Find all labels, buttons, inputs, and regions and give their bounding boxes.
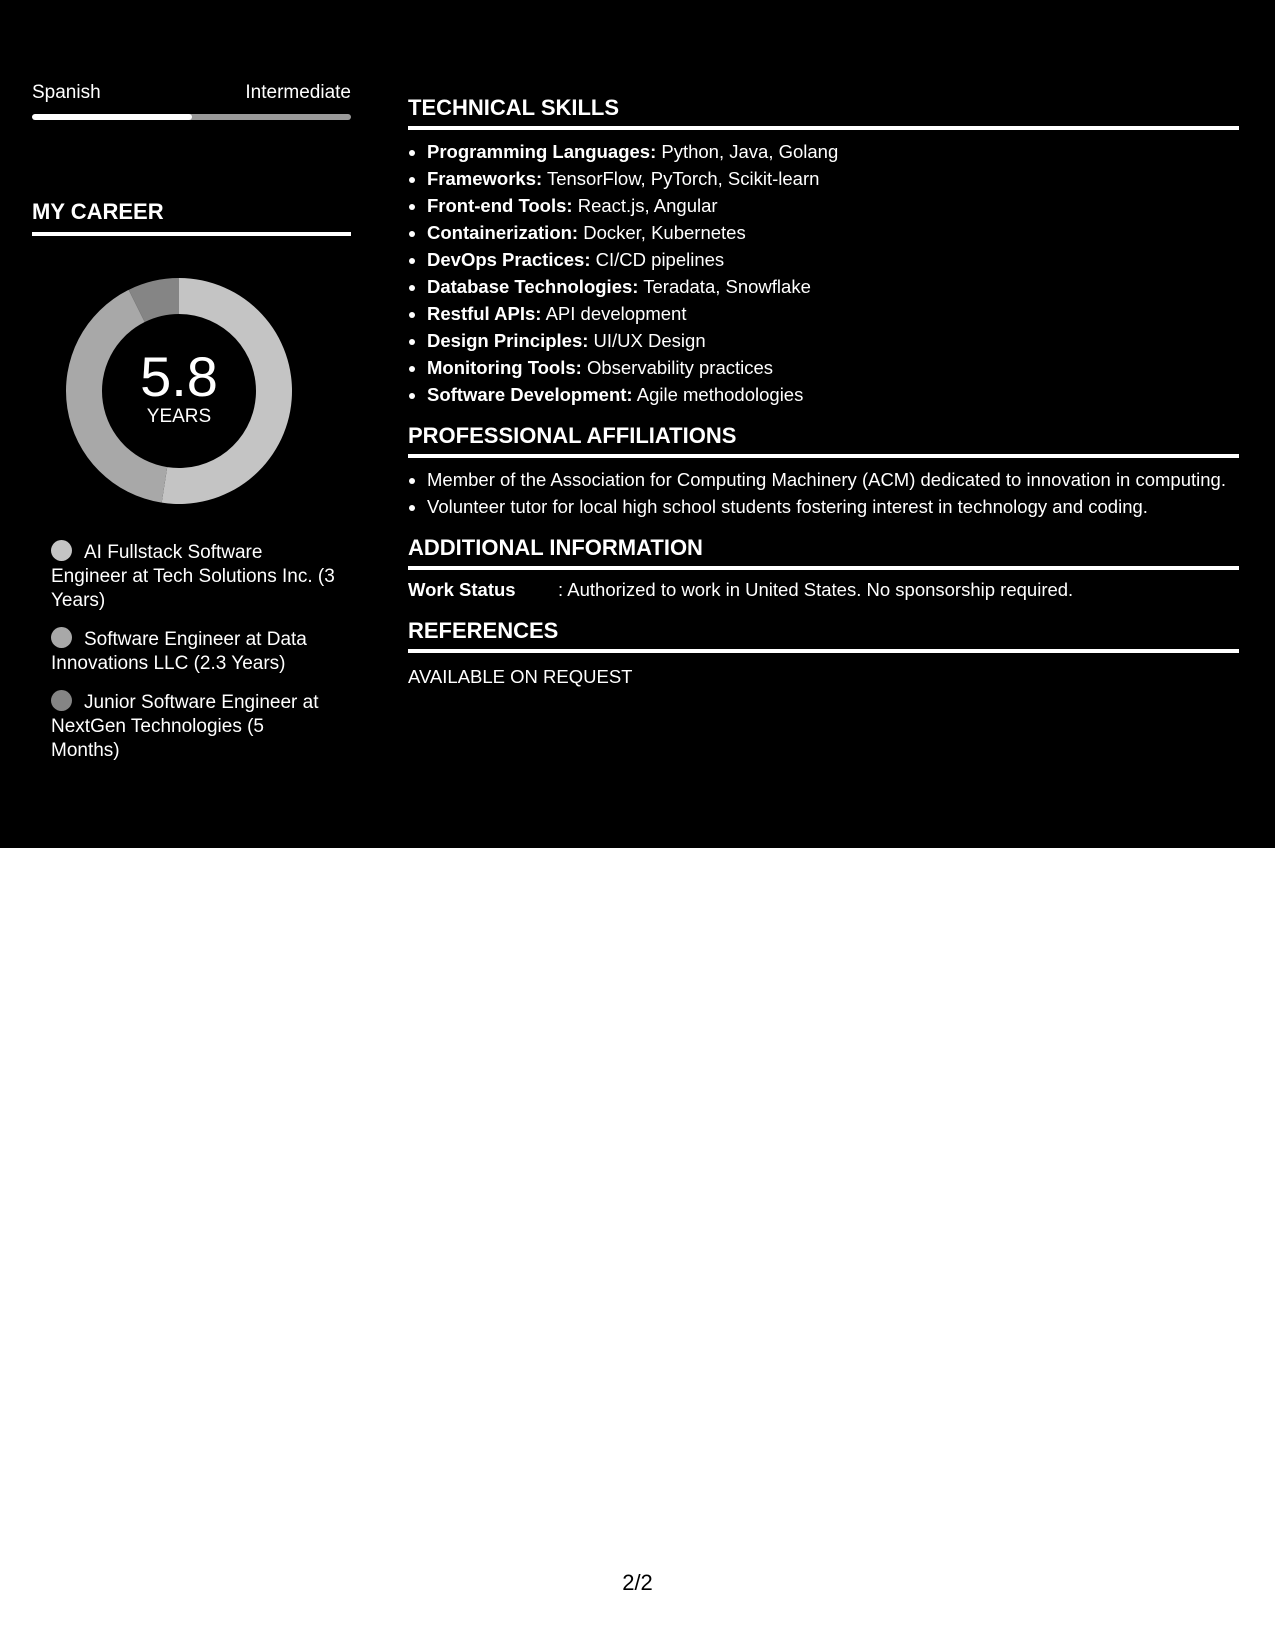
technical-skills-divider	[408, 126, 1239, 130]
skill-key: Restful APIs:	[427, 303, 542, 324]
work-status-row	[408, 576, 1239, 603]
skill-key: Database Technologies:	[427, 276, 639, 297]
skill-value: Agile methodologies	[632, 384, 804, 405]
language-proficiency-bar	[32, 114, 351, 120]
career-legend-item	[51, 690, 336, 763]
affiliation-item: • Volunteer tutor for local high school students fostering interest in technology and coding.	[427, 493, 1239, 520]
affiliations-divider	[408, 454, 1239, 458]
skill-key: Front-end Tools:	[427, 195, 573, 216]
references-text: AVAILABLE ON REQUEST	[408, 666, 633, 687]
skill-value: Python, Java, Golang	[656, 141, 839, 162]
skill-key: DevOps Practices:	[427, 249, 591, 270]
skill-value: TensorFlow, PyTorch, Scikit-learn	[542, 168, 820, 189]
additional-info-divider	[408, 566, 1239, 570]
career-heading: MY CAREER	[32, 199, 164, 224]
skill-value: CI/CD pipelines	[590, 249, 725, 270]
career-total-unit: YEARS	[146, 406, 212, 427]
skill-value: Observability practices	[581, 357, 774, 378]
career-total-years: 5.8	[140, 345, 218, 408]
language-level: Intermediate	[245, 82, 351, 103]
affiliations-heading: PROFESSIONAL AFFILIATIONS	[408, 423, 737, 448]
skill-key: Software Development:	[427, 384, 633, 405]
skill-item	[427, 273, 1239, 300]
skill-item	[427, 165, 1239, 192]
page-number: 2/2	[622, 1570, 653, 1595]
legend-dot-icon	[51, 690, 72, 711]
right-column	[408, 94, 1239, 690]
skill-value: React.js, Angular	[572, 195, 718, 216]
language-name: Spanish	[32, 82, 101, 103]
skill-item	[427, 246, 1239, 273]
references-divider	[408, 649, 1239, 653]
skill-item	[427, 327, 1239, 354]
skill-value: UI/UX Design	[588, 330, 706, 351]
career-legend	[32, 540, 336, 763]
skill-key: Programming Languages:	[427, 141, 657, 162]
career-legend-label: Software Engineer at Data Innovations LLC (2.3 Years)	[51, 629, 307, 674]
work-status-value: : Authorized to work in United States. No sponsorship required.	[558, 579, 1074, 600]
skill-key: Containerization:	[427, 222, 579, 243]
career-legend-item	[51, 627, 336, 676]
skill-value: API development	[541, 303, 687, 324]
language-proficiency-fill	[32, 114, 192, 120]
skill-key: Design Principles:	[427, 330, 589, 351]
career-legend-label: Junior Software Engineer at NextGen Technologies (5 Months)	[51, 692, 319, 761]
language-row	[32, 80, 351, 106]
skill-item	[427, 192, 1239, 219]
skill-key: Frameworks:	[427, 168, 543, 189]
skill-item	[427, 219, 1239, 246]
skill-item	[427, 138, 1239, 165]
left-column	[32, 80, 351, 777]
skill-key: Monitoring Tools:	[427, 357, 582, 378]
donut-center	[66, 278, 292, 504]
technical-skills-heading: TECHNICAL SKILLS	[408, 95, 620, 120]
career-legend-label: AI Fullstack Software Engineer at Tech Solutions Inc. (3 Years)	[51, 542, 335, 611]
affiliation-item: • Member of the Association for Computing Machinery (ACM) dedicated to innovation in computing.	[427, 466, 1239, 493]
skill-item	[427, 381, 1239, 408]
skill-value: Docker, Kubernetes	[578, 222, 746, 243]
skill-item	[427, 354, 1239, 381]
career-divider	[32, 232, 351, 236]
additional-info-heading: ADDITIONAL INFORMATION	[408, 535, 703, 560]
legend-dot-icon	[51, 627, 72, 648]
technical-skills-list	[408, 138, 1239, 408]
career-legend-item	[51, 540, 336, 613]
affiliations-list	[408, 466, 1239, 520]
work-status-label: Work Status	[408, 579, 516, 600]
career-donut-chart	[66, 278, 292, 504]
skill-item	[427, 300, 1239, 327]
references-heading: REFERENCES	[408, 618, 559, 643]
skill-value: Teradata, Snowflake	[638, 276, 811, 297]
legend-dot-icon	[51, 540, 72, 561]
